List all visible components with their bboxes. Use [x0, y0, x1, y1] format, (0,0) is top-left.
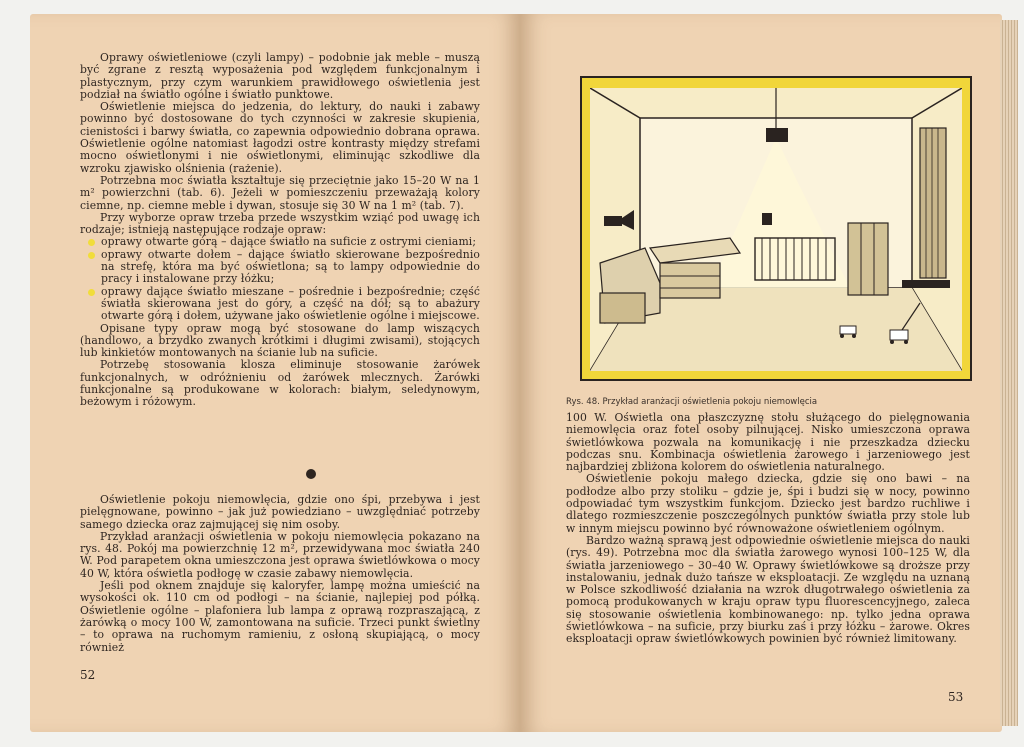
right-text-block	[566, 412, 970, 646]
left-text-block-1	[80, 52, 480, 409]
section-divider-dot	[306, 469, 316, 479]
paragraph: Oświetlenie miejsca do jedzenia, do lektury, do nauki i zabawy powinno być dostosowane do tych czynności w zakresie skupienia, cienistości i barwy światła, co zapewnia odpowiednio dobrana oprawa. Oświetlenie ogólne natomiast łagodzi ostre kontrasty między strefami mocno oświetlonymi i nie oświetlonymi, eliminując szkodliwe dla wzroku zjawisko olśnienia (rażenie).	[80, 100, 480, 175]
bullet-icon	[88, 289, 95, 296]
list-item-text: oprawy otwarte górą – dające światło na suficie z ostrymi cieniami;	[101, 235, 477, 249]
list-item	[80, 249, 480, 286]
paragraph: Oświetlenie pokoju niemowlęcia, gdzie ono śpi, przebywa i jest pielęgnowane, powinno – jak już powiedziano – uwzględniać potrzeby samego dziecka oraz zajmującej się nim osoby.	[80, 493, 480, 531]
list-item-text: oprawy dające światło mieszane – pośrednie i bezpośrednie; część światła skierowana jest do góry, a część na dół; są to abażury otwarte górą i dołem, używane jako oświetlenie ogólne i miejscowe.	[101, 284, 480, 323]
right-page	[520, 14, 1002, 732]
paragraph: Bardzo ważną sprawą jest odpowiednie oświetlenie miejsca do nauki (rys. 49). Potrzebna moc dla światła żarowego wynosi 100–125 W, dla światła jarzeniowego – 30–40 W. Oprawy świetlówkowe są droższe przy instalowaniu, jednak dużo tańsze w eksploatacji. Ze względu na uznaną w Polsce szkodliwość działania na wzrok długotrwałego oświetlenia za pomocą produkowanych w kraju opraw typu fluorescencyjnego, zaleca się stosowanie oświetlenia kombinowanego: np. tylko jedna oprawa świetlówkowa – na suficie, przy biurku zaś i przy łóżku – żarowe. Okres eksploatacji opraw świetlówkowych powinien być również limitowany.	[566, 533, 970, 646]
bullet-icon	[88, 239, 95, 246]
left-text-block-2	[80, 494, 480, 654]
room-illustration	[590, 88, 962, 371]
left-page	[30, 14, 520, 732]
page-number: 53	[948, 690, 964, 704]
paragraph: Przykład aranżacji oświetlenia w pokoju niemowlęcia pokazano na rys. 48. Pokój ma powierzchnię 12 m², przewidywana moc światła 240 W. Pod parapetem okna umieszczona jest oprawa świetlówkowa o mocy 40 W, która oświetla podłogę w czasie zabawy niemowlęcia.	[80, 529, 480, 580]
paragraph: 100 W. Oświetla ona płaszczyznę stołu służącego do pielęgnowania niemowlęcia oraz fotel osoby pilnującej. Nisko umieszczona oprawa świetlówkowa pozwala na komunikację i nie przeszkadza dziecku podczas snu. Kombinacja oświetlenia żarowego i jarzeniowego jest najbardziej zbliżona kolorem do oświetlenia naturalnego.	[566, 411, 970, 474]
illustration-figure	[580, 76, 972, 381]
paragraph: Oprawy oświetleniowe (czyli lampy) – podobnie jak meble – muszą być zgrane z resztą wyposażenia pod względem funkcjonalnym i plastycznym, przy czym warunkiem prawidłowego oświetlenia jest podział na światło ogólne i światło punktowe.	[80, 51, 480, 101]
paragraph: Potrzebę stosowania klosza eliminuje stosowanie żarówek funkcjonalnych, w odróżnieniu od żarówek mlecznych. Żarówki funkcjonalne są produkowane w kolorach: białym, seledynowym, beżowym i różowym.	[80, 358, 480, 409]
page-number: 52	[80, 668, 96, 682]
paragraph: Opisane typy opraw mogą być stosowane do lamp wiszących (handlowo, a brzydko zwanych krótkimi i długimi zwisami), stojących lub kinkietów montowanych na ścianie lub na suficie.	[80, 321, 480, 360]
paragraph: Oświetlenie pokoju małego dziecka, gdzie się ono bawi – na podłodze albo przy stoliku – gdzie je, śpi i budzi się w nocy, powinno odpowiadać tym wszystkim funkcjom. Dziecko jest bardzo ruchliwe i dlatego rozmieszczenie poszczególnych punktów światła przy stole lub w innym miejscu powinno być równoważone oświetleniem ogólnym.	[566, 472, 970, 535]
paragraph: Przy wyborze opraw trzeba przede wszystkim wziąć pod uwagę ich rodzaje; istnieją następujące rodzaje opraw:	[80, 210, 480, 237]
bullet-icon	[88, 252, 95, 259]
paragraph: Potrzebna moc światła kształtuje się przeciętnie jako 15–20 W na 1 m² powierzchni (tab. 6). Jeżeli w pomieszczeniu przeważają kolory ciemne, np. ciemne meble i dywan, stosuje się 30 W na 1 m² (tab. 7).	[80, 173, 480, 212]
page-edges	[1000, 20, 1018, 726]
paragraph: Jeśli pod oknem znajduje się kaloryfer, lampę można umieścić na wysokości ok. 110 cm od podłogi – na ścianie, najlepiej pod półką. Oświetlenie ogólne – plafoniera lub lampa z oprawą rozpraszającą, z żarówką o mocy 100 W, zamontowana na suficie. Trzeci punkt świetlny – to oprawa na ruchomym ramieniu, z osłoną skupiającą, o mocy również	[80, 579, 480, 654]
list-item-text: oprawy otwarte dołem – dające światło skierowane bezpośrednio na strefę, która ma być oświetlona; są to lampy odpowiednie do pracy i instalowane przy łóżku;	[101, 247, 480, 286]
list-item	[80, 286, 480, 323]
figure-caption: Rys. 48. Przykład aranżacji oświetlenia pokoju niemowlęcia	[566, 397, 818, 407]
list-item	[80, 236, 480, 248]
